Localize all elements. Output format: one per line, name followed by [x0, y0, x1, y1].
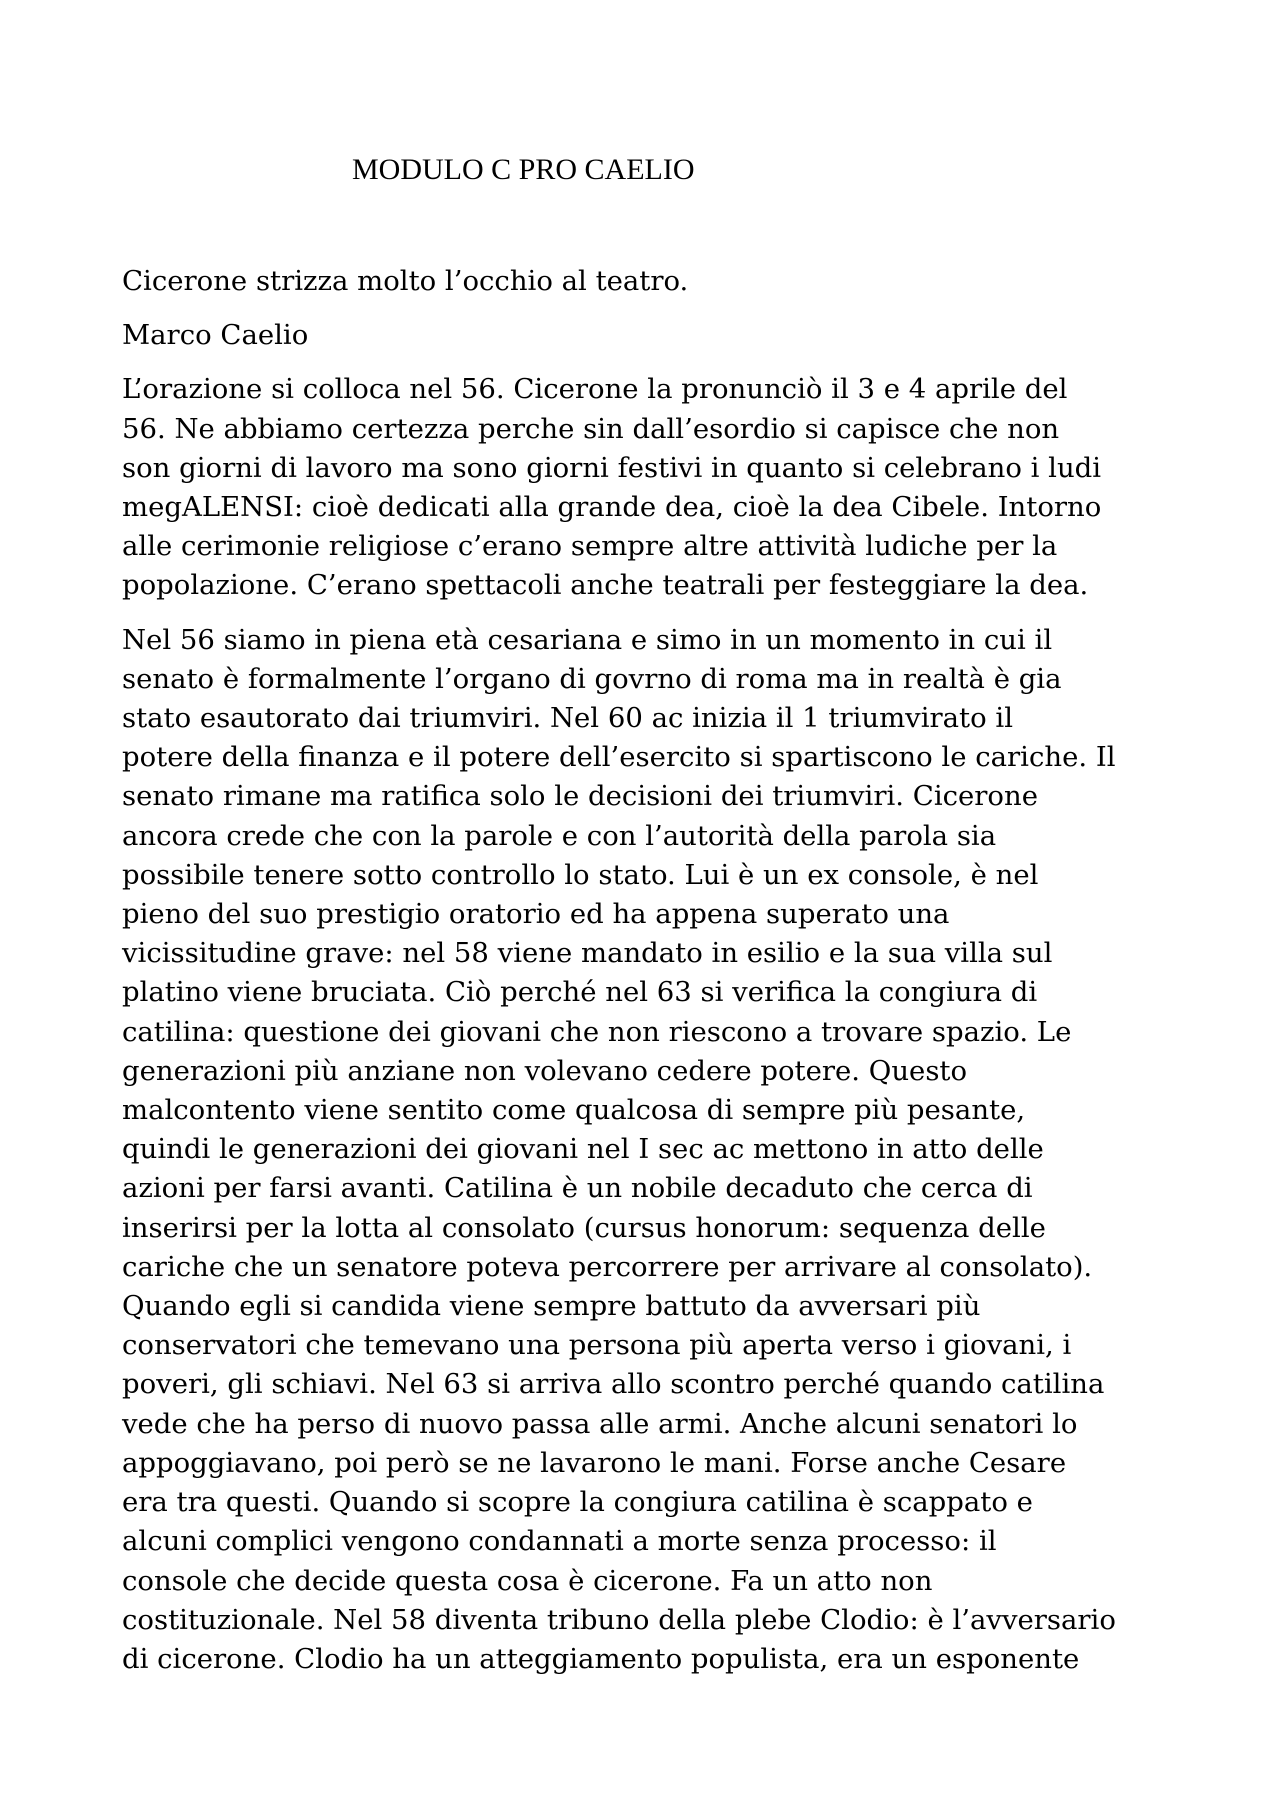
text-line: malcontento viene sentito come qualcosa di sempre più pesante,: [122, 1094, 1026, 1127]
text-line: Cicerone strizza molto l’occhio al teatro.: [122, 265, 689, 297]
paragraph: [122, 316, 1182, 355]
text-line: vede che ha perso di nuovo passa alle armi. Anche alcuni senatori lo: [122, 1407, 1078, 1440]
text-line: son giorni di lavoro ma sono giorni festivi in quanto si celebrano i ludi: [122, 451, 1102, 484]
text-line: L’orazione si colloca nel 56. Cicerone la pronunciò il 3 e 4 aprile del: [122, 373, 1068, 406]
text-line: generazioni più anziane non volevano cedere potere. Questo: [122, 1054, 968, 1087]
text-line: inserirsi per la lotta al consolato (cursus honorum: sequenza delle: [122, 1211, 1046, 1244]
text-line: platino viene bruciata. Ciò perché nel 63 si verifica la congiura di: [122, 976, 1038, 1009]
text-line: quindi le generazioni dei giovani nel I sec ac mettono in atto delle: [122, 1133, 1044, 1166]
text-line: 56. Ne abbiamo certezza perche sin dall’esordio si capisce che non: [122, 412, 1060, 445]
text-line: di cicerone. Clodio ha un atteggiamento populista, era un esponente: [122, 1642, 1080, 1675]
text-line: azioni per farsi avanti. Catilina è un nobile decaduto che cerca di: [122, 1172, 1033, 1205]
text-line: possibile tenere sotto controllo lo stato. Lui è un ex console, è nel: [122, 858, 1039, 891]
paragraph: [122, 621, 1182, 1679]
text-line: catilina: questione dei giovani che non riescono a trovare spazio. Le: [122, 1015, 1072, 1048]
text-line: console che decide questa cosa è cicerone. Fa un atto non: [122, 1564, 933, 1597]
document-body: [122, 262, 1182, 1694]
paragraph: [122, 370, 1182, 605]
text-line: cariche che un senatore poteva percorrere per arrivare al consolato).: [122, 1250, 1093, 1283]
text-line: vicissitudine grave: nel 58 viene mandato in esilio e la sua villa sul: [122, 937, 1053, 970]
text-line: alcuni complici vengono condannati a morte senza processo: il: [122, 1525, 997, 1558]
text-line: ancora crede che con la parole e con l’autorità della parola sia: [122, 819, 997, 852]
text-line: poveri, gli schiavi. Nel 63 si arriva allo scontro perché quando catilina: [122, 1368, 1105, 1401]
text-line: costituzionale. Nel 58 diventa tribuno della plebe Clodio: è l’avversario: [122, 1603, 1116, 1636]
text-line: era tra questi. Quando si scopre la congiura catilina è scappato e: [122, 1486, 1033, 1519]
text-line: pieno del suo prestigio oratorio ed ha appena superato una: [122, 898, 950, 931]
text-line: conservatori che temevano una persona più aperta verso i giovani, i: [122, 1329, 1072, 1362]
text-line: potere della finanza e il potere dell’esercito si spartiscono le cariche. Il: [122, 741, 1116, 774]
text-line: alle cerimonie religiose c’erano sempre altre attività ludiche per la: [122, 530, 1058, 563]
text-line: megALENSI: cioè dedicati alla grande dea, cioè la dea Cibele. Intorno: [122, 491, 1102, 524]
text-line: senato rimane ma ratifica solo le decisioni dei triumviri. Cicerone: [122, 780, 1038, 813]
document-title: MODULO C PRO CAELIO: [352, 153, 695, 186]
text-line: Marco Caelio: [122, 319, 309, 352]
text-line: Nel 56 siamo in piena età cesariana e simo in un momento in cui il: [122, 623, 1053, 656]
text-line: stato esautorato dai triumviri. Nel 60 ac inizia il 1 triumvirato il: [122, 702, 1013, 735]
text-line: popolazione. C’erano spettacoli anche teatrali per festeggiare la dea.: [122, 569, 1089, 602]
paragraph: [122, 262, 1182, 301]
text-line: appoggiavano, poi però se ne lavarono le mani. Forse anche Cesare: [122, 1446, 1067, 1479]
text-line: senato è formalmente l’organo di govrno di roma ma in realtà è gia: [122, 662, 1062, 695]
text-line: Quando egli si candida viene sempre battuto da avversari più: [122, 1290, 981, 1323]
